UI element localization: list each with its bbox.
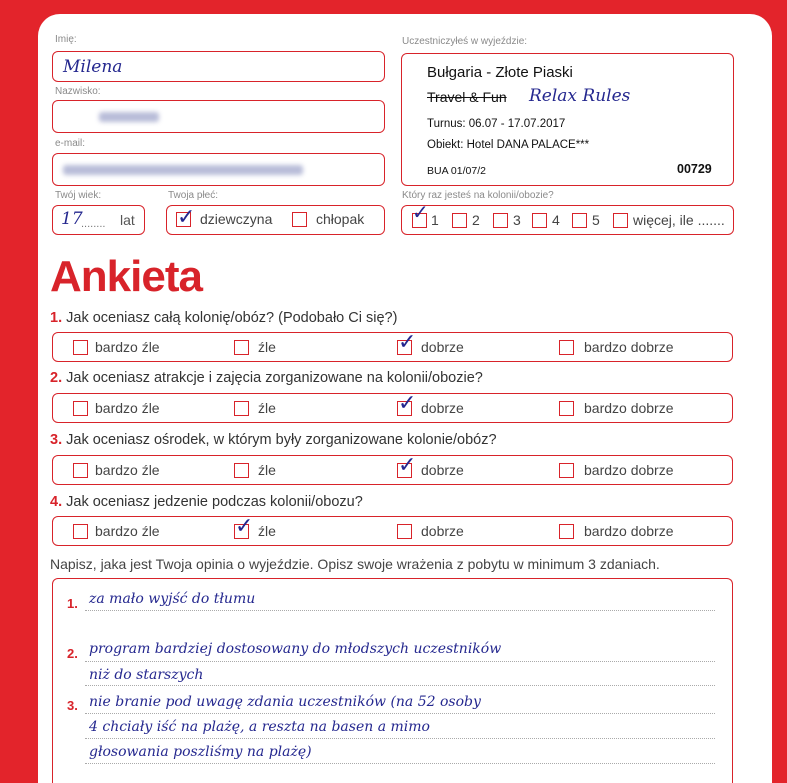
q2-bardzo-dobrze-checkbox[interactable] — [559, 401, 574, 416]
q1-dobrze-label: dobrze — [421, 339, 464, 355]
q2-bardzo-zle-label: bardzo źle — [95, 400, 160, 416]
question-2-options — [52, 393, 733, 423]
attendance-checkbox-2[interactable] — [452, 213, 467, 228]
wiek-field[interactable] — [52, 205, 145, 235]
q2-zle-label: źle — [258, 400, 276, 416]
question-1-number: 1. — [50, 310, 63, 326]
q4-bardzo-zle-label: bardzo źle — [95, 523, 160, 539]
attendance-checkbox-3[interactable] — [493, 213, 508, 228]
wiek-value: 17 — [61, 209, 83, 229]
attendance-label-4: 4 — [552, 212, 560, 228]
question-4-number: 4. — [50, 494, 63, 510]
imie-field[interactable] — [52, 51, 385, 82]
redacted-surname — [99, 112, 159, 122]
question-2-text: Jak oceniasz atrakcje i zajęcia zorganizowane na kolonii/obozie? — [66, 370, 483, 386]
q1-checkmark: ✓ — [398, 330, 417, 355]
q3-zle-checkbox[interactable] — [234, 463, 249, 478]
question-1-options — [52, 332, 733, 362]
q4-bardzo-dobrze-checkbox[interactable] — [559, 524, 574, 539]
attendance-checkbox-5[interactable] — [572, 213, 587, 228]
attendance-label-1: 1 — [431, 212, 439, 228]
answer-2-line-2: niż do starszych — [89, 667, 204, 683]
email-label: e-mail: — [55, 138, 86, 149]
chlopak-checkbox[interactable] — [292, 212, 307, 227]
q1-bardzo-dobrze-label: bardzo dobrze — [584, 339, 674, 355]
question-3-options — [52, 455, 733, 485]
answer-3-number: 3. — [67, 698, 78, 713]
q2-bardzo-dobrze-label: bardzo dobrze — [584, 400, 674, 416]
chlopak-label: chłopak — [316, 211, 365, 227]
question-4-options — [52, 516, 733, 546]
question-3-number: 3. — [50, 432, 63, 448]
email-field[interactable] — [52, 153, 385, 186]
q1-zle-checkbox[interactable] — [234, 340, 249, 355]
nazwisko-field[interactable] — [52, 100, 385, 133]
answer-3-line-1: nie branie pod uwagę zdania uczestników (na 52 osoby — [89, 694, 481, 710]
question-2 — [50, 370, 483, 386]
question-1 — [50, 310, 397, 326]
trip-program-struck: Travel & Fun — [427, 89, 507, 105]
trip-destination: Bułgaria - Złote Piaski — [427, 64, 573, 81]
attendance-checkbox-more[interactable] — [613, 213, 628, 228]
answer-1-number: 1. — [67, 596, 78, 611]
answer-line — [85, 661, 715, 662]
wiek-dots: ........ — [81, 218, 106, 230]
trip-box — [401, 53, 734, 186]
question-3-text: Jak oceniasz ośrodek, w którym były zorganizowane kolonie/obóz? — [66, 432, 497, 448]
q3-zle-label: źle — [258, 462, 276, 478]
opinion-prompt: Napisz, jaka jest Twoja opinia o wyjeździe. Opisz swoje wrażenia z pobytu w minimum 3 zdaniach. — [50, 556, 660, 572]
q1-bardzo-zle-label: bardzo źle — [95, 339, 160, 355]
answer-3-line-2: 4 chciały iść na plażę, a reszta na basen a mimo — [89, 719, 430, 735]
imie-value: Milena — [63, 57, 123, 77]
attendance-field — [401, 200, 734, 235]
trip-code: BUA 01/07/2 — [427, 165, 486, 177]
q4-bardzo-zle-checkbox[interactable] — [73, 524, 88, 539]
answer-3-line-3: głosowania poszliśmy na plażę) — [89, 744, 312, 760]
redacted-email — [63, 165, 303, 175]
trip-program-written: Relax Rules — [529, 86, 631, 106]
trip-label: Uczestniczyłeś w wyjeździe: — [402, 36, 528, 47]
attendance-label: Który raz jesteś na kolonii/obozie? — [402, 190, 554, 201]
dziewczyna-label: dziewczyna — [200, 211, 273, 227]
q3-bardzo-dobrze-checkbox[interactable] — [559, 463, 574, 478]
attendance-checkbox-4[interactable] — [532, 213, 547, 228]
q4-dobrze-checkbox[interactable] — [397, 524, 412, 539]
q3-dobrze-label: dobrze — [421, 462, 464, 478]
dziewczyna-checkmark: ✓ — [177, 205, 196, 230]
q2-dobrze-label: dobrze — [421, 400, 464, 416]
q1-zle-label: źle — [258, 339, 276, 355]
wiek-unit: lat — [120, 212, 135, 228]
question-2-number: 2. — [50, 370, 63, 386]
q2-bardzo-zle-checkbox[interactable] — [73, 401, 88, 416]
q3-bardzo-zle-checkbox[interactable] — [73, 463, 88, 478]
attendance-checkmark: ✓ — [412, 200, 429, 224]
attendance-label-3: 3 — [513, 212, 521, 228]
attendance-label-more: więcej, ile ....... — [633, 212, 725, 228]
q4-dobrze-label: dobrze — [421, 523, 464, 539]
question-4-text: Jak oceniasz jedzenie podczas kolonii/obozu? — [66, 494, 363, 510]
trip-turnus: Turnus: 06.07 - 17.07.2017 — [427, 118, 566, 130]
trip-number: 00729 — [677, 162, 712, 176]
q4-zle-label: źle — [258, 523, 276, 539]
nazwisko-label: Nazwisko: — [55, 86, 101, 97]
plec-field — [166, 205, 385, 235]
q3-bardzo-zle-label: bardzo źle — [95, 462, 160, 478]
answer-line — [85, 610, 715, 611]
wiek-label: Twój wiek: — [55, 190, 102, 201]
answer-line — [85, 685, 715, 686]
plec-label: Twoja płeć: — [168, 190, 219, 201]
q2-checkmark: ✓ — [398, 391, 417, 416]
question-4 — [50, 494, 363, 510]
q1-bardzo-zle-checkbox[interactable] — [73, 340, 88, 355]
question-3 — [50, 432, 497, 448]
q1-bardzo-dobrze-checkbox[interactable] — [559, 340, 574, 355]
answer-line — [85, 738, 715, 739]
survey-title: Ankieta — [50, 252, 202, 301]
q4-bardzo-dobrze-label: bardzo dobrze — [584, 523, 674, 539]
answer-2-number: 2. — [67, 646, 78, 661]
attendance-label-2: 2 — [472, 212, 480, 228]
answer-1-line-1: za mało wyjść do tłumu — [89, 591, 256, 607]
q4-checkmark: ✓ — [235, 514, 254, 539]
q2-zle-checkbox[interactable] — [234, 401, 249, 416]
answer-line — [85, 713, 715, 714]
trip-obiekt: Obiekt: Hotel DANA PALACE*** — [427, 139, 590, 151]
opinion-box[interactable] — [52, 578, 733, 783]
q3-bardzo-dobrze-label: bardzo dobrze — [584, 462, 674, 478]
survey-sheet — [38, 14, 772, 783]
q3-checkmark: ✓ — [398, 453, 417, 478]
answer-2-line-1: program bardziej dostosowany do młodszych uczestników — [89, 641, 502, 657]
answer-line — [85, 763, 715, 764]
attendance-label-5: 5 — [592, 212, 600, 228]
imie-label: Imię: — [55, 34, 77, 45]
question-1-text: Jak oceniasz całą kolonię/obóz? (Podobało Ci się?) — [66, 310, 398, 326]
